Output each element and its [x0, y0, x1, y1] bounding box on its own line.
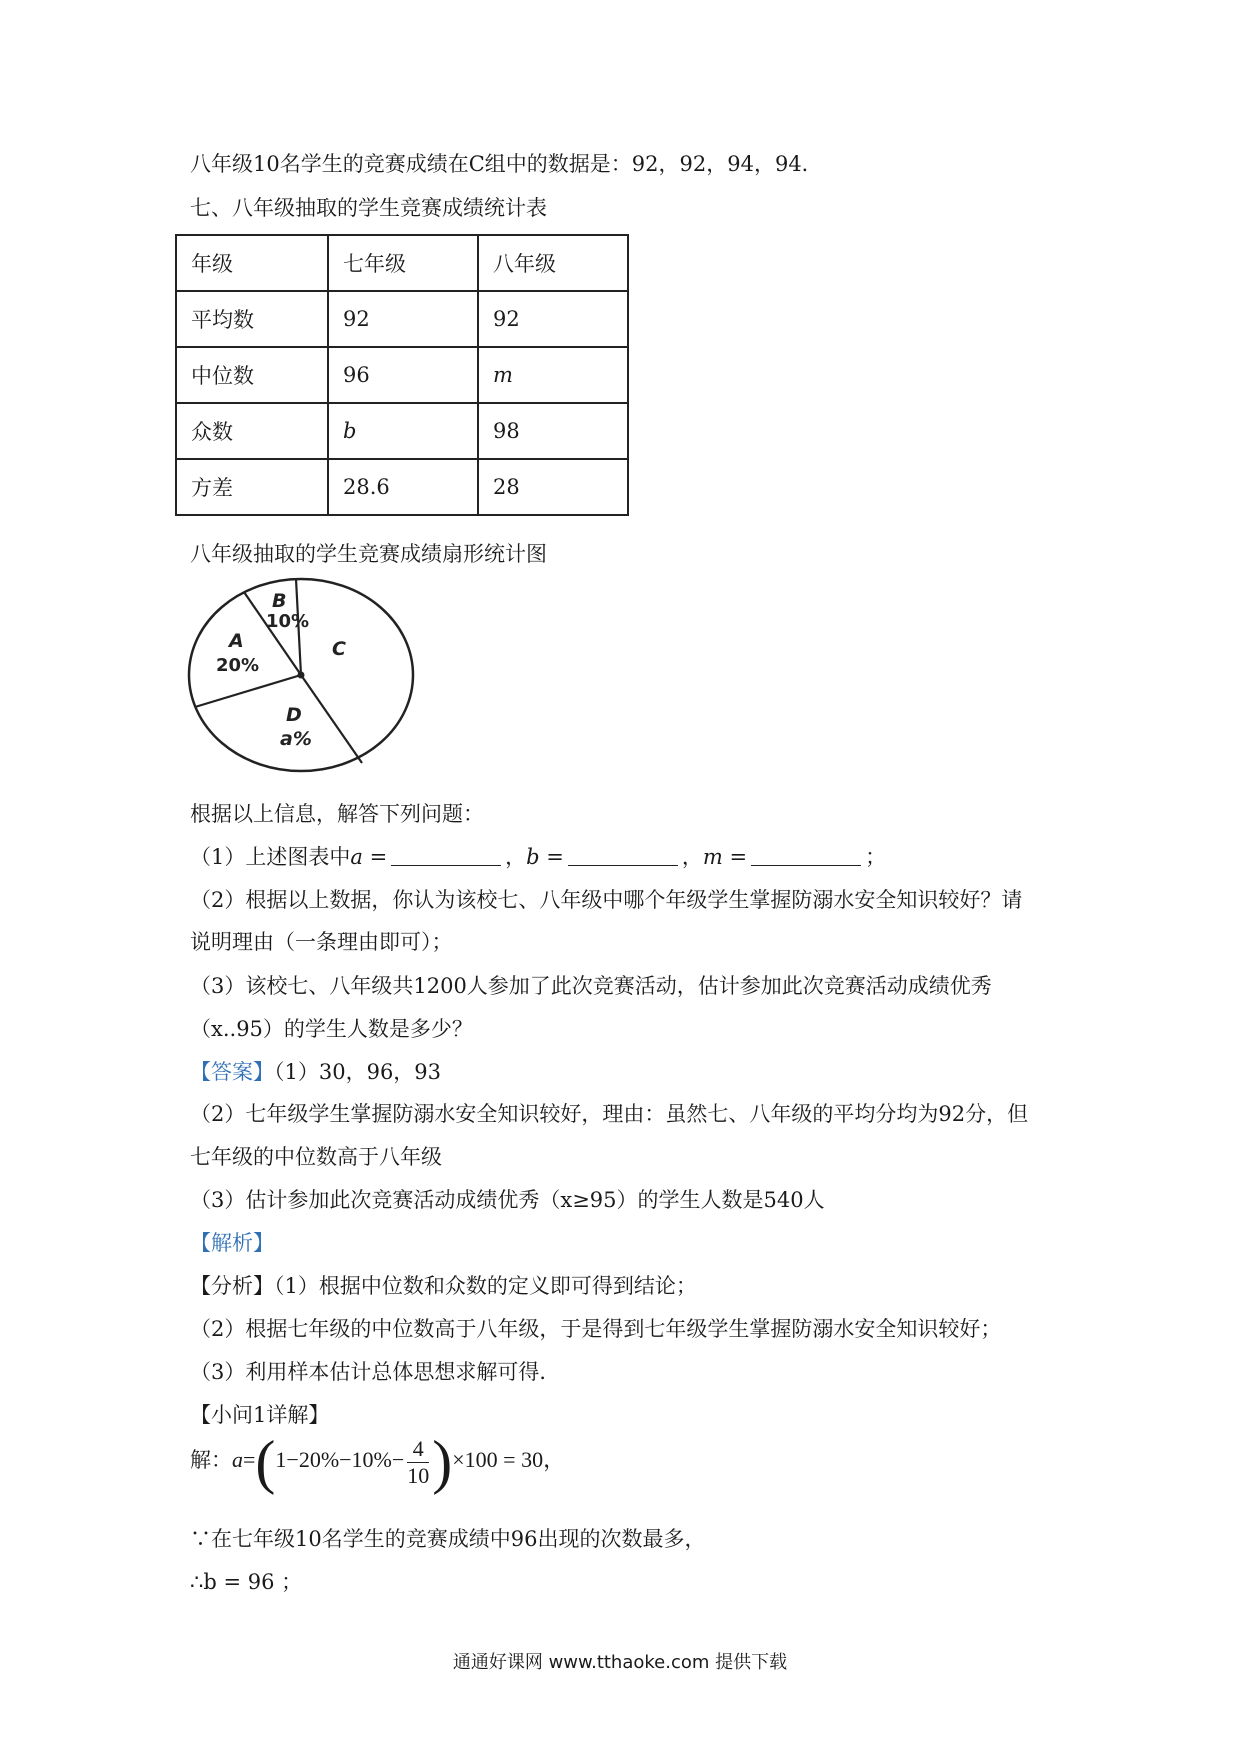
table-cell: 96	[328, 347, 478, 403]
question-1	[190, 843, 886, 871]
question-2-line-1: （2）根据以上数据，你认为该校七、八年级中哪个年级学生掌握防溺水安全知识较好？请	[190, 888, 1023, 912]
table-header-row	[176, 235, 628, 291]
therefore-line: ∴b = 96 ；	[190, 1570, 303, 1594]
formula-left-paren: (	[255, 1429, 276, 1495]
fraction-numerator: 4	[407, 1436, 429, 1463]
analysis-1: 【分析】（1）根据中位数和众数的定义即可得到结论；	[190, 1274, 697, 1298]
answer-2-line-1: （2）七年级学生掌握防溺水安全知识较好，理由：虽然七、八年级的平均分均为92分，但	[190, 1102, 1029, 1126]
pie-label-a: A	[229, 630, 244, 652]
analysis-2: （2）根据七年级的中位数高于八年级，于是得到七年级学生掌握防溺水安全知识较好；	[190, 1317, 1002, 1341]
table-row	[176, 347, 628, 403]
answer-1: （1）30，96，93	[274, 1060, 442, 1084]
table-cell: 中位数	[176, 347, 328, 403]
formula-eq: =	[243, 1447, 256, 1473]
table-header-cell: 年级	[176, 235, 328, 291]
pie-value-a: 20%	[216, 655, 260, 676]
answer-tag: 【答案】	[190, 1060, 274, 1084]
table-cell: 28	[478, 459, 628, 515]
q1-sep: ，	[681, 845, 703, 869]
q1-end: ；	[865, 845, 887, 869]
pie-divider	[195, 675, 301, 707]
table-row	[176, 291, 628, 347]
formula-tail: ×100 = 30，	[452, 1447, 566, 1473]
question-3-line-1: （3）该校七、八年级共1200人参加了此次竞赛活动，估计参加此次竞赛活动成绩优秀	[190, 974, 992, 998]
table-row	[176, 403, 628, 459]
pie-center	[298, 672, 305, 679]
question-intro: 根据以上信息，解答下列问题：	[190, 802, 484, 826]
pie-title: 八年级抽取的学生竞赛成绩扇形统计图	[190, 542, 547, 566]
q1-b-blank	[568, 845, 678, 866]
question-2-line-2: 说明理由（一条理由即可）；	[190, 930, 453, 954]
answer-line	[190, 1058, 441, 1086]
table-cell: m	[478, 347, 628, 403]
formula	[190, 1429, 566, 1495]
answer-2-line-2: 七年级的中位数高于八年级	[190, 1145, 442, 1169]
table-cell: 92	[478, 291, 628, 347]
table-header-cell: 八年级	[478, 235, 628, 291]
analysis-3: （3）利用样本估计总体思想求解可得．	[190, 1360, 561, 1384]
table-cell: 平均数	[176, 291, 328, 347]
table-cell: 众数	[176, 403, 328, 459]
fraction-denominator: 10	[407, 1462, 430, 1488]
answer-3: （3）估计参加此次竞赛活动成绩优秀（x≥95）的学生人数是540人	[190, 1188, 825, 1212]
formula-var: a	[232, 1447, 243, 1473]
pie-label-d: D	[286, 704, 302, 726]
pie-chart	[186, 575, 416, 775]
q1-a-blank	[391, 845, 501, 866]
table-header-cell: 七年级	[328, 235, 478, 291]
table-cell: 28.6	[328, 459, 478, 515]
question-3-line-2: （x..95）的学生人数是多少？	[190, 1017, 473, 1041]
table-title: 七、八年级抽取的学生竞赛成绩统计表	[190, 196, 547, 220]
detail-tag: 【小问1详解】	[190, 1403, 330, 1427]
formula-fraction	[407, 1436, 429, 1489]
pie-value-d: a%	[280, 728, 312, 750]
pie-label-c: C	[332, 638, 346, 660]
pie-label-b: B	[272, 590, 287, 612]
q1-m-label: m =	[702, 845, 748, 869]
table-cell: 98	[478, 403, 628, 459]
analysis-tag: 【解析】	[190, 1231, 274, 1255]
formula-prefix: 解：	[190, 1448, 232, 1473]
page-footer: 通通好课网 www.tthaoke.com 提供下载	[452, 1652, 788, 1673]
formula-right-paren: )	[432, 1429, 453, 1495]
q1-prefix: （1）上述图表中	[190, 845, 351, 869]
table-cell: b	[328, 403, 478, 459]
q1-sep: ，	[505, 845, 527, 869]
formula-inner: 1−20%−10%−	[275, 1447, 405, 1473]
intro-line: 八年级10名学生的竞赛成绩在C组中的数据是：92，92，94，94．	[190, 152, 823, 176]
because-line: ∵在七年级10名学生的竞赛成绩中96出现的次数最多，	[190, 1527, 706, 1551]
q1-b-label: b =	[526, 845, 564, 869]
q1-m-blank	[751, 845, 861, 866]
q1-a-label: a =	[350, 845, 388, 869]
pie-value-b: 10%	[266, 611, 310, 632]
table-cell: 92	[328, 291, 478, 347]
stats-table	[175, 234, 629, 516]
table-row	[176, 459, 628, 515]
table-cell: 方差	[176, 459, 328, 515]
